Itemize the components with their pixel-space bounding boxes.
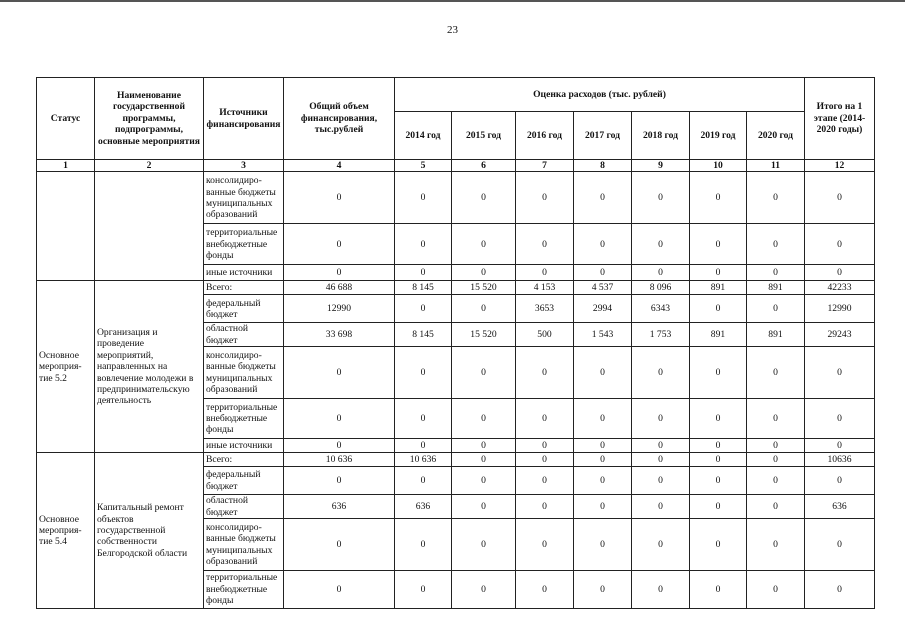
column-number: 2: [95, 160, 204, 172]
value-cell: 0: [632, 347, 690, 399]
value-cell: 0: [574, 439, 632, 453]
value-cell: 1 753: [632, 323, 690, 347]
value-cell: 891: [747, 281, 805, 295]
value-cell: 0: [574, 172, 632, 224]
value-cell: 0: [747, 172, 805, 224]
value-cell: 0: [632, 467, 690, 495]
value-cell: 0: [632, 172, 690, 224]
value-cell: 0: [574, 265, 632, 281]
value-cell: 0: [632, 571, 690, 609]
value-cell: 0: [284, 265, 395, 281]
value-cell: 0: [574, 399, 632, 439]
value-cell: 0: [574, 495, 632, 519]
funding-source-cell: территориальные внебюджетные фонды: [204, 399, 284, 439]
value-cell: 4 153: [516, 281, 574, 295]
value-cell: 6343: [632, 295, 690, 323]
value-cell: 10 636: [284, 453, 395, 467]
value-cell: 0: [690, 495, 747, 519]
table-body: [37, 172, 875, 609]
header-sources: Источники финансирования: [204, 78, 284, 160]
value-cell: 891: [747, 323, 805, 347]
value-cell: 8 145: [395, 281, 452, 295]
value-cell: 0: [516, 172, 574, 224]
value-cell: 10636: [805, 453, 875, 467]
column-number: 12: [805, 160, 875, 172]
value-cell: 0: [747, 224, 805, 265]
funding-source-cell: федеральный бюджет: [204, 295, 284, 323]
value-cell: 12990: [805, 295, 875, 323]
funding-source-cell: областной бюджет: [204, 495, 284, 519]
value-cell: 0: [284, 571, 395, 609]
measure-name-cell: Капитальный ремонт объектов государственной собственности Белгородской области: [95, 453, 204, 609]
value-cell: 0: [395, 347, 452, 399]
value-cell: 42233: [805, 281, 875, 295]
value-cell: 0: [516, 265, 574, 281]
value-cell: 0: [516, 495, 574, 519]
value-cell: 0: [574, 467, 632, 495]
value-cell: 0: [747, 439, 805, 453]
value-cell: 0: [747, 295, 805, 323]
value-cell: 0: [516, 571, 574, 609]
value-cell: 0: [284, 224, 395, 265]
value-cell: 0: [805, 467, 875, 495]
value-cell: 0: [747, 467, 805, 495]
value-cell: 0: [516, 519, 574, 571]
column-number: 4: [284, 160, 395, 172]
funding-source-cell: консолидиро-ванные бюджеты муниципальных образований: [204, 519, 284, 571]
column-number-row: [37, 160, 875, 172]
value-cell: 0: [632, 399, 690, 439]
header-status: Статус: [37, 78, 95, 160]
value-cell: 0: [805, 224, 875, 265]
value-cell: 891: [690, 323, 747, 347]
value-cell: 636: [805, 495, 875, 519]
value-cell: 0: [690, 439, 747, 453]
value-cell: 0: [452, 172, 516, 224]
funding-source-cell: иные источники: [204, 439, 284, 453]
value-cell: 0: [452, 571, 516, 609]
value-cell: 4 537: [574, 281, 632, 295]
value-cell: 0: [632, 265, 690, 281]
header-year: 2016 год: [516, 112, 574, 160]
column-number: 7: [516, 160, 574, 172]
value-cell: 0: [516, 453, 574, 467]
value-cell: 636: [284, 495, 395, 519]
value-cell: 0: [805, 265, 875, 281]
value-cell: 0: [516, 347, 574, 399]
funding-source-cell: федеральный бюджет: [204, 467, 284, 495]
value-cell: 0: [452, 467, 516, 495]
value-cell: 0: [690, 347, 747, 399]
value-cell: 0: [690, 265, 747, 281]
value-cell: 0: [690, 467, 747, 495]
value-cell: 0: [284, 519, 395, 571]
measure-name-cell: Организация и проведение мероприятий, направленных на вовлечение молодежи в предпринимательскую деятельность: [95, 281, 204, 453]
value-cell: 0: [747, 399, 805, 439]
funding-source-cell: консолидиро-ванные бюджеты муниципальных образований: [204, 347, 284, 399]
value-cell: 0: [747, 519, 805, 571]
status-cell: Основное мероприя-тие 5.2: [37, 281, 95, 453]
value-cell: 0: [747, 265, 805, 281]
header-year: 2019 год: [690, 112, 747, 160]
value-cell: 0: [690, 224, 747, 265]
table-row: [37, 281, 875, 295]
value-cell: 0: [452, 295, 516, 323]
value-cell: 0: [516, 467, 574, 495]
value-cell: 500: [516, 323, 574, 347]
value-cell: 3653: [516, 295, 574, 323]
header-stage-total: Итого на 1 этапе (2014-2020 годы): [805, 78, 875, 160]
header-estimate: Оценка расходов (тыс. рублей): [395, 78, 805, 112]
value-cell: 0: [574, 347, 632, 399]
value-cell: 0: [395, 571, 452, 609]
funding-source-cell: Всего:: [204, 281, 284, 295]
column-number: 11: [747, 160, 805, 172]
value-cell: 0: [395, 224, 452, 265]
funding-source-cell: консолидиро-ванные бюджеты муниципальных образований: [204, 172, 284, 224]
value-cell: 0: [632, 453, 690, 467]
value-cell: 0: [805, 519, 875, 571]
value-cell: 29243: [805, 323, 875, 347]
value-cell: 0: [632, 224, 690, 265]
value-cell: 0: [395, 519, 452, 571]
table-row: [37, 172, 875, 224]
value-cell: 0: [284, 399, 395, 439]
value-cell: 0: [747, 347, 805, 399]
value-cell: 0: [395, 265, 452, 281]
value-cell: 0: [452, 265, 516, 281]
value-cell: 0: [284, 467, 395, 495]
header-year: 2018 год: [632, 112, 690, 160]
value-cell: 0: [452, 224, 516, 265]
value-cell: 10 636: [395, 453, 452, 467]
value-cell: 0: [452, 439, 516, 453]
value-cell: 46 688: [284, 281, 395, 295]
table-header: [37, 78, 875, 172]
value-cell: 0: [690, 519, 747, 571]
value-cell: 8 145: [395, 323, 452, 347]
value-cell: 0: [690, 399, 747, 439]
value-cell: 891: [690, 281, 747, 295]
value-cell: 0: [805, 172, 875, 224]
column-number: 9: [632, 160, 690, 172]
header-year: 2020 год: [747, 112, 805, 160]
value-cell: 1 543: [574, 323, 632, 347]
funding-source-cell: Всего:: [204, 453, 284, 467]
value-cell: 0: [516, 224, 574, 265]
header-year: 2015 год: [452, 112, 516, 160]
funding-source-cell: иные источники: [204, 265, 284, 281]
value-cell: 0: [452, 453, 516, 467]
value-cell: 0: [284, 439, 395, 453]
budget-table: [36, 77, 875, 609]
value-cell: 0: [632, 519, 690, 571]
value-cell: 0: [690, 172, 747, 224]
value-cell: 2994: [574, 295, 632, 323]
header-name: Наименование государственной программы, подпрограммы, основные мероприятия: [95, 78, 204, 160]
value-cell: 0: [452, 519, 516, 571]
value-cell: 15 520: [452, 323, 516, 347]
value-cell: 33 698: [284, 323, 395, 347]
measure-name-cell: [95, 172, 204, 281]
funding-source-cell: территориальные внебюджетные фонды: [204, 224, 284, 265]
value-cell: 0: [747, 495, 805, 519]
column-number: 1: [37, 160, 95, 172]
value-cell: 0: [574, 519, 632, 571]
value-cell: 0: [805, 347, 875, 399]
value-cell: 0: [284, 172, 395, 224]
value-cell: 0: [452, 399, 516, 439]
column-number: 3: [204, 160, 284, 172]
value-cell: 0: [395, 467, 452, 495]
page-number: 23: [447, 24, 458, 36]
value-cell: 0: [690, 453, 747, 467]
value-cell: 636: [395, 495, 452, 519]
column-number: 10: [690, 160, 747, 172]
value-cell: 0: [574, 453, 632, 467]
top-scan-edge: [0, 0, 905, 2]
value-cell: 0: [395, 295, 452, 323]
value-cell: 12990: [284, 295, 395, 323]
value-cell: 0: [395, 439, 452, 453]
value-cell: 8 096: [632, 281, 690, 295]
status-cell: [37, 172, 95, 281]
column-number: 8: [574, 160, 632, 172]
value-cell: 0: [805, 399, 875, 439]
value-cell: 0: [632, 495, 690, 519]
value-cell: 0: [690, 295, 747, 323]
header-year: 2014 год: [395, 112, 452, 160]
value-cell: 0: [395, 399, 452, 439]
table-row: [37, 453, 875, 467]
value-cell: 0: [516, 399, 574, 439]
funding-source-cell: областной бюджет: [204, 323, 284, 347]
value-cell: 0: [574, 571, 632, 609]
value-cell: 0: [690, 571, 747, 609]
value-cell: 0: [452, 495, 516, 519]
value-cell: 15 520: [452, 281, 516, 295]
status-cell: Основное мероприя-тие 5.4: [37, 453, 95, 609]
header-total-volume: Общий объем финансирования, тыс.рублей: [284, 78, 395, 160]
value-cell: 0: [516, 439, 574, 453]
value-cell: 0: [805, 571, 875, 609]
value-cell: 0: [574, 224, 632, 265]
value-cell: 0: [747, 453, 805, 467]
value-cell: 0: [747, 571, 805, 609]
column-number: 5: [395, 160, 452, 172]
value-cell: 0: [632, 439, 690, 453]
funding-source-cell: территориальные внебюджетные фонды: [204, 571, 284, 609]
value-cell: 0: [452, 347, 516, 399]
header-year: 2017 год: [574, 112, 632, 160]
column-number: 6: [452, 160, 516, 172]
value-cell: 0: [805, 439, 875, 453]
value-cell: 0: [284, 347, 395, 399]
value-cell: 0: [395, 172, 452, 224]
